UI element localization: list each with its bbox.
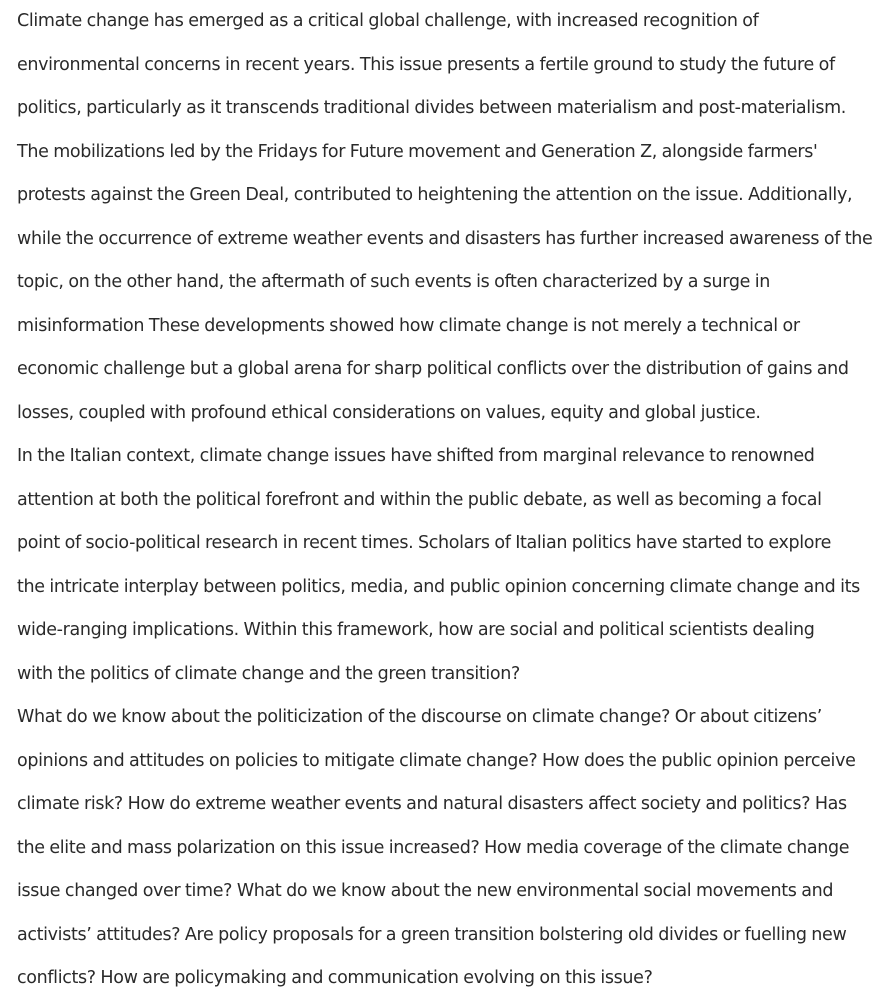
text-line: the elite and mass polarization on this issue increased? How media coverage of the climate change (17, 837, 850, 858)
text-line: Climate change has emerged as a critical global challenge, with increased recognition of (17, 11, 759, 31)
text-line: economic challenge but a global arena for sharp political conflicts over the distribution of gains and (17, 359, 849, 379)
text-line: politics, particularly as it transcends traditional divides between materialism and post-materialism. (17, 98, 847, 118)
text-line: topic, on the other hand, the aftermath of such events is often characterized by a surge in (17, 272, 770, 292)
paragraph-italian-context (17, 435, 877, 696)
text-line: The mobilizations led by the Fridays for Future movement and Generation Z, alongside farmers' (17, 141, 818, 162)
text-line: with the politics of climate change and the green transition? (17, 663, 520, 684)
text-line: environmental concerns in recent years. This issue presents a fertile ground to study the future of (17, 54, 835, 75)
text-line: protests against the Green Deal, contributed to heightening the attention on the issue. Additionally, (17, 185, 853, 205)
text-line: attention at both the political forefront and within the public debate, as well as becoming a focal (17, 489, 822, 510)
text-line: while the occurrence of extreme weather events and disasters has further increased awareness of the (17, 228, 873, 249)
text-line: activists’ attitudes? Are policy proposals for a green transition bolstering old divides or fuelling new (17, 924, 847, 945)
text-line: the intricate interplay between politics, media, and public opinion concerning climate change and its (17, 576, 860, 597)
text-line: opinions and attitudes on policies to mitigate climate change? How does the public opinion perceive (17, 750, 856, 771)
paragraph-climate-challenge (17, 0, 877, 435)
document-body (17, 0, 877, 1001)
text-line: point of socio-political research in recent times. Scholars of Italian politics have started to explore (17, 533, 832, 553)
text-line: In the Italian context, climate change issues have shifted from marginal relevance to renowned (17, 446, 815, 466)
text-line: conflicts? How are policymaking and communication evolving on this issue? (17, 968, 653, 988)
text-line: What do we know about the politicization of the discourse on climate change? Or about citizens’ (17, 707, 823, 727)
text-line: issue changed over time? What do we know about the new environmental social movements and (17, 881, 834, 901)
text-line: misinformation These developments showed how climate change is not merely a technical or (17, 315, 800, 336)
text-line: wide-ranging implications. Within this framework, how are social and political scientists dealing (17, 620, 815, 640)
text-line: losses, coupled with profound ethical considerations on values, equity and global justice. (17, 402, 761, 423)
text-line: climate risk? How do extreme weather events and natural disasters affect society and politics? Has (17, 794, 847, 814)
paragraph-research-questions (17, 696, 877, 1001)
